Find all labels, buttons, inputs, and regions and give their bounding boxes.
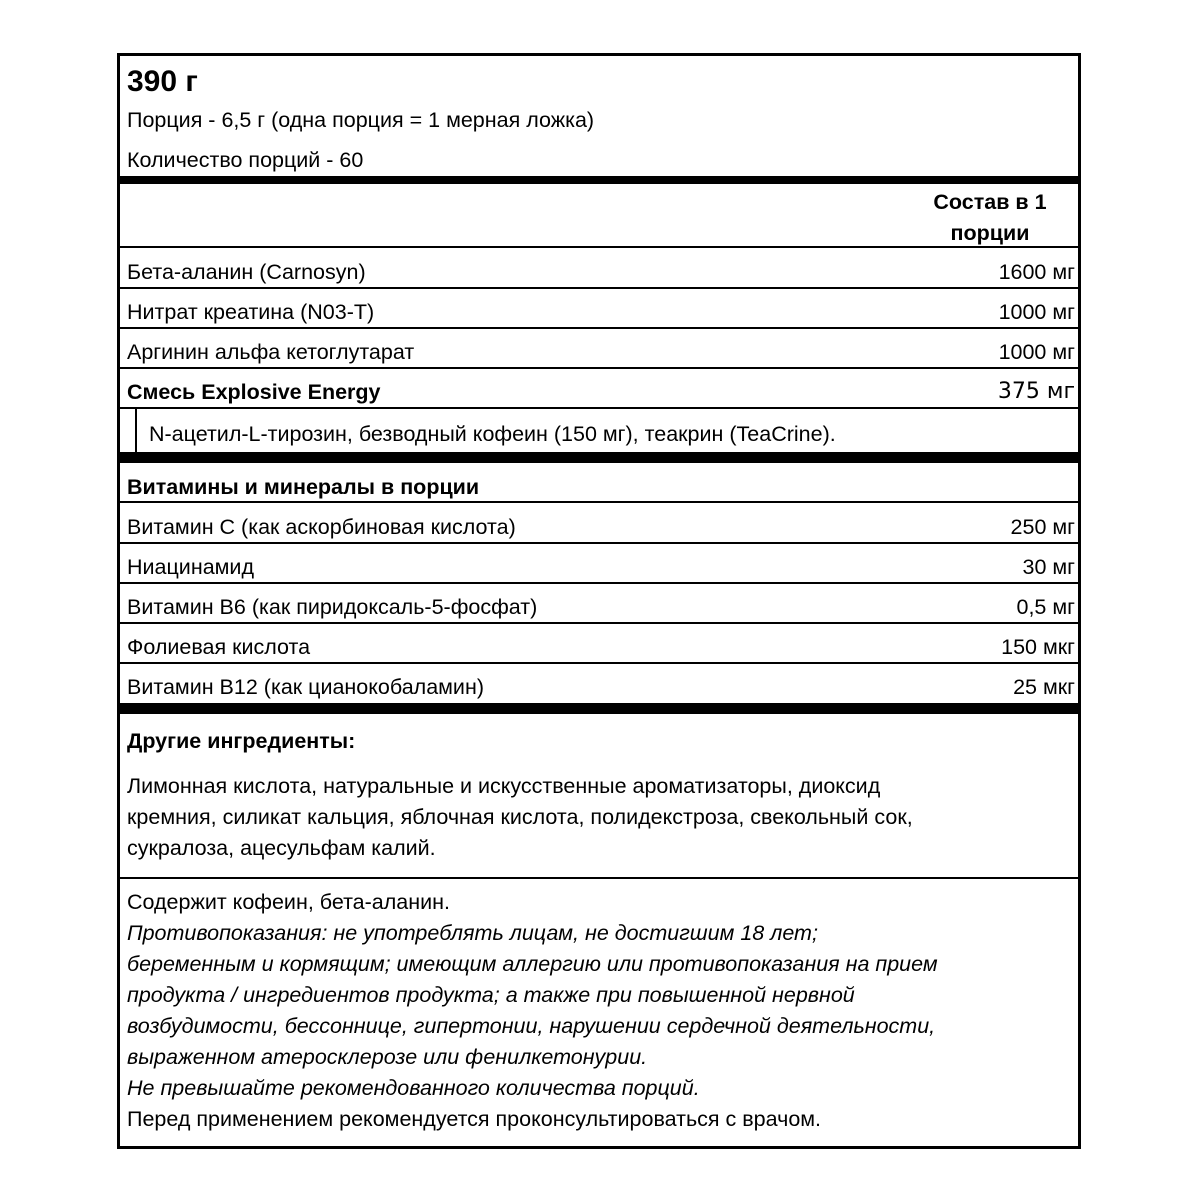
row-divider bbox=[120, 327, 1078, 329]
blend-name: Смесь Explosive Energy bbox=[127, 380, 381, 404]
thick-divider bbox=[120, 703, 1078, 714]
servings-count: Количество порций - 60 bbox=[127, 148, 364, 172]
serving-size: Порция - 6,5 г (одна порция = 1 мерная ложка) bbox=[127, 108, 595, 132]
vitamin-amount: 150 мкг bbox=[1001, 635, 1075, 659]
row-divider bbox=[120, 542, 1078, 544]
vitamin-name: Ниацинамид bbox=[127, 555, 254, 579]
vitamin-amount: 30 мг bbox=[1022, 555, 1075, 579]
blend-detail: N-ацетил-L-тирозин, безводный кофеин (150 мг), теакрин (TeaCrine). bbox=[149, 422, 836, 446]
net-weight: 390 г bbox=[127, 65, 198, 98]
vitamin-name: Витамин С (как аскорбиновая кислота) bbox=[127, 515, 516, 539]
ingredient-amount: 1600 мг bbox=[998, 260, 1075, 284]
row-divider bbox=[120, 662, 1078, 664]
vitamin-amount: 0,5 мг bbox=[1016, 595, 1075, 619]
blend-amount: 375 мг bbox=[997, 379, 1075, 404]
other-ingredients-title: Другие ингредиенты: bbox=[127, 729, 356, 753]
ingredient-amount: 1000 мг bbox=[998, 300, 1075, 324]
contains-line: Содержит кофеин, бета-аланин. bbox=[127, 890, 450, 914]
other-ingredients-line: сукралоза, ацесульфам калий. bbox=[127, 836, 436, 860]
vitamin-name: Витамин В12 (как цианокобаламин) bbox=[127, 675, 484, 699]
contraindication-line: продукта / ингредиентов продукта; а также при повышенной нервной bbox=[127, 983, 855, 1007]
contraindication-line: возбудимости, бессоннице, гипертонии, нарушении сердечной деятельности, bbox=[127, 1014, 936, 1038]
vitamin-amount: 250 мг bbox=[1010, 515, 1075, 539]
other-ingredients-text bbox=[127, 771, 913, 864]
thick-divider bbox=[120, 452, 1078, 463]
indent-line bbox=[135, 409, 137, 452]
supplement-facts-label bbox=[117, 53, 1081, 1149]
vitamin-name: Фолиевая кислота bbox=[127, 635, 311, 659]
column-header bbox=[900, 187, 1080, 249]
consult-line: Перед применением рекомендуется проконсультироваться с врачом. bbox=[127, 1107, 822, 1131]
contraindication-line: выраженном атеросклерозе или фенилкетонурии. bbox=[127, 1045, 648, 1069]
row-divider bbox=[120, 407, 1078, 409]
row-divider bbox=[120, 287, 1078, 289]
row-divider bbox=[120, 622, 1078, 624]
vitamins-title: Витамины и минералы в порции bbox=[127, 475, 480, 499]
contraindication-line: беременным и кормящим; имеющим аллергию или противопоказания на прием bbox=[127, 952, 938, 976]
thick-divider bbox=[120, 176, 1078, 184]
column-header-line2: порции bbox=[950, 221, 1030, 245]
warnings-text bbox=[127, 887, 938, 1135]
column-header-line1: Состав в 1 bbox=[933, 190, 1047, 214]
vitamin-amount: 25 мкг bbox=[1013, 675, 1075, 699]
contraindication-line: Не превышайте рекомендованного количества порций. bbox=[127, 1076, 700, 1100]
other-ingredients-line: кремния, силикат кальция, яблочная кислота, полидекстроза, свекольный сок, bbox=[127, 805, 913, 829]
ingredient-name: Бета-аланин (Carnosyn) bbox=[127, 260, 366, 284]
contraindication-line: Противопоказания: не употреблять лицам, не достигшим 18 лет; bbox=[127, 921, 818, 945]
row-divider bbox=[120, 582, 1078, 584]
row-divider bbox=[120, 246, 1078, 248]
ingredient-name: Нитрат креатина (N03-T) bbox=[127, 300, 375, 324]
row-divider bbox=[120, 367, 1078, 369]
other-ingredients-line: Лимонная кислота, натуральные и искусственные ароматизаторы, диоксид bbox=[127, 774, 881, 798]
ingredient-amount: 1000 мг bbox=[998, 340, 1075, 364]
row-divider bbox=[120, 501, 1078, 503]
row-divider bbox=[120, 877, 1078, 879]
vitamin-name: Витамин В6 (как пиридоксаль-5-фосфат) bbox=[127, 595, 538, 619]
ingredient-name: Аргинин альфа кетоглутарат bbox=[127, 340, 415, 364]
